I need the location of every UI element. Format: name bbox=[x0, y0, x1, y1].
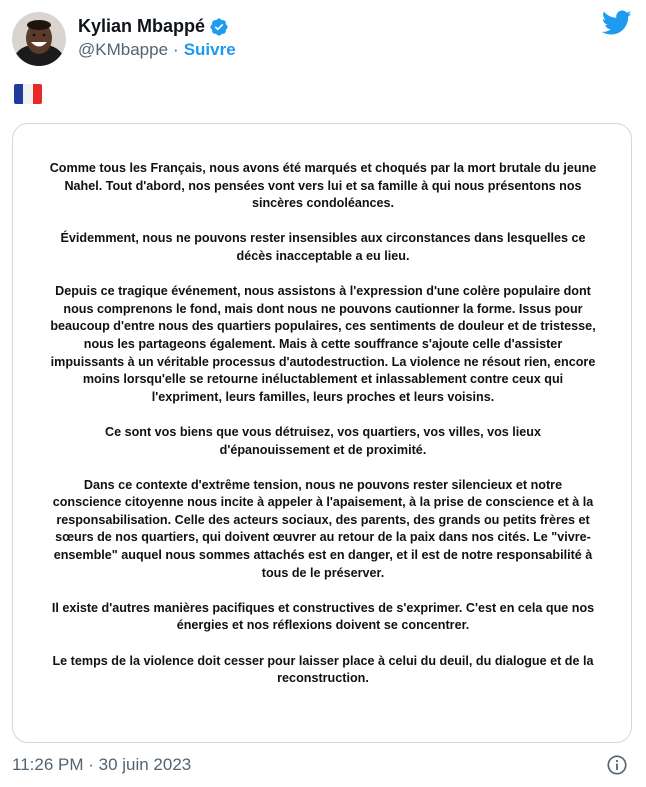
statement-text bbox=[49, 160, 597, 705]
follow-button[interactable]: Suivre bbox=[183, 40, 236, 59]
tweet-footer bbox=[12, 752, 634, 778]
statement-paragraph: Il existe d'autres manières pacifiques et constructives de s'exprimer. C'est en cela que nos énergies et nos réflexions doivent se concentrer. bbox=[51, 600, 595, 633]
twitter-bird-icon[interactable] bbox=[602, 10, 632, 36]
handle[interactable]: @KMbappe bbox=[78, 40, 169, 59]
statement-paragraph: Le temps de la violence doit cesser pour laisser place à celui du deuil, du dialogue et de la reconstruction. bbox=[52, 653, 594, 686]
avatar[interactable] bbox=[12, 12, 66, 66]
statement-paragraph: Dans ce contexte d'extrême tension, nous ne pouvons rester silencieux et notre conscience citoyenne nous incite à appeler à l'apaisement, à la prise de conscience et à la responsabilisation. Celle des acteurs sociaux, des parents, des grands ou petits frères et sœurs de nos quartiers, qui doivent œuvrer au retour de la paix dans nos cités. Le "vivre-ensemble" auquel nous sommes attachés est en danger, et il est de notre responsabilité à tous de le préserver. bbox=[52, 477, 594, 580]
tweet-header bbox=[12, 10, 634, 70]
timestamp-link[interactable]: 11:26 PM · 30 juin 2023 bbox=[12, 755, 192, 774]
statement-paragraph: Depuis ce tragique événement, nous assistons à l'expression d'une colère populaire dont nous comprenons le fond, mais dont nous ne pouvons cautionner la forme. Issus pour beaucoup d'entre nous des quartiers populaires, ces sentiments de douleur et de tristesse, nous les partageons également. Mais à cette souffrance s'ajoute celle d'assister impuissants à un véritable processus d'autodestruction. La violence ne résout rien, encore moins lorsqu'elle se retourne inéluctablement et inlassablement contre ceux qui l'expriment, leurs familles, leurs proches et leurs voisins. bbox=[50, 284, 596, 404]
name-row bbox=[78, 16, 229, 37]
statement-paragraph: Comme tous les Français, nous avons été marqués et choqués par la mort brutale du jeune Nahel. Tout d'abord, nos pensées vont vers lui et sa famille à qui nous présentons nos sincères condoléances. bbox=[49, 161, 597, 211]
avatar-image bbox=[12, 12, 66, 66]
statement-image[interactable] bbox=[12, 123, 632, 743]
handle-row bbox=[78, 40, 236, 60]
display-name[interactable]: Kylian Mbappé bbox=[78, 16, 206, 36]
verified-badge-icon bbox=[209, 17, 229, 37]
statement-paragraph: Évidemment, nous ne pouvons rester insensibles aux circonstances dans lesquelles ce décès inacceptable a eu lieu. bbox=[60, 231, 586, 263]
info-icon[interactable] bbox=[606, 754, 628, 776]
statement-paragraph: Ce sont vos biens que vous détruisez, vos quartiers, vos villes, vos lieux d'épanouissement et de proximité. bbox=[104, 424, 542, 457]
separator-dot: · bbox=[173, 40, 179, 59]
france-flag-icon bbox=[14, 84, 42, 104]
